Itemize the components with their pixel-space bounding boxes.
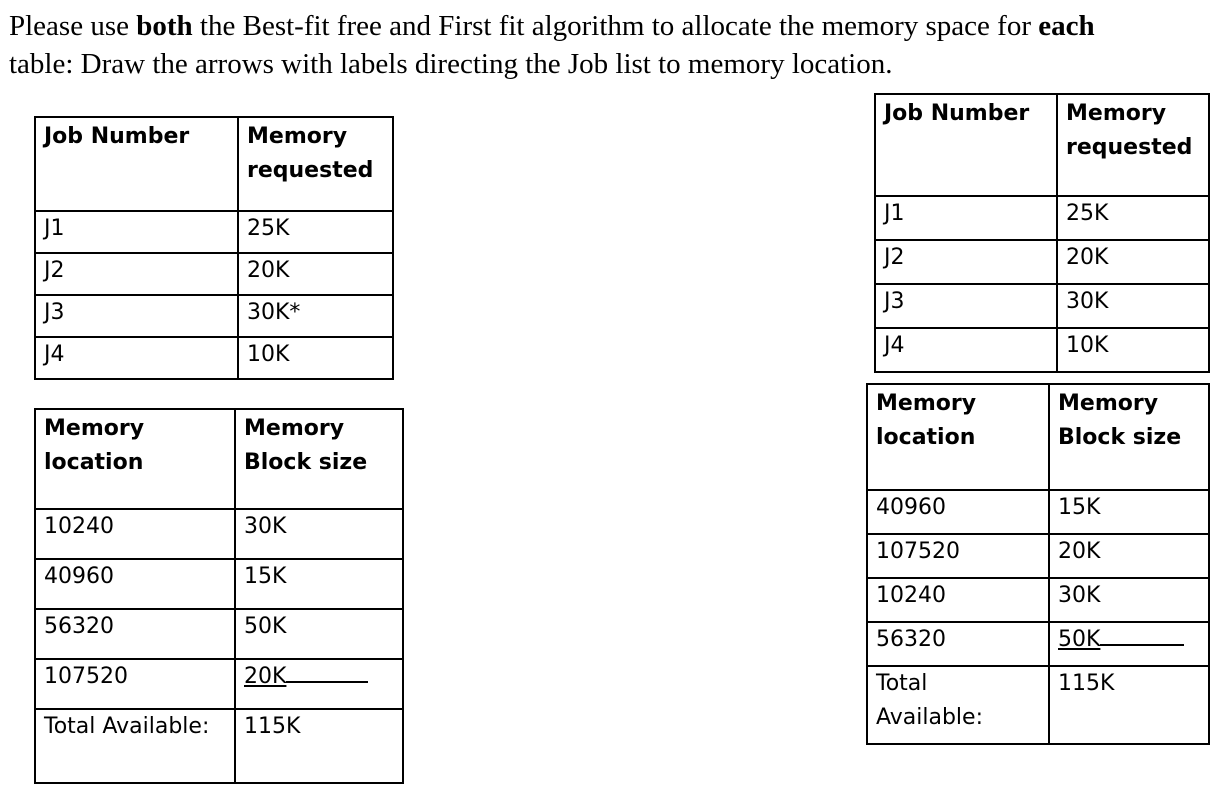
location-cell: 107520 — [35, 659, 235, 709]
table-header-row — [875, 94, 1209, 196]
size-cell — [235, 659, 403, 709]
job-cell: J3 — [875, 284, 1057, 328]
table-row — [867, 578, 1209, 622]
table-row — [35, 609, 403, 659]
instruction-text: Please use — [9, 10, 137, 42]
header-memory-location: Memory location — [35, 409, 235, 509]
total-label: Total Available: — [35, 709, 235, 783]
location-cell: 10240 — [35, 509, 235, 559]
instruction-bold: both — [136, 10, 193, 42]
memory-table-right — [866, 383, 1210, 745]
underlined-size: 20K — [244, 664, 287, 689]
location-cell: 10240 — [867, 578, 1049, 622]
size-cell: 15K — [1049, 490, 1209, 534]
table-row — [875, 196, 1209, 240]
job-table-right — [874, 93, 1210, 373]
table-row — [35, 559, 403, 609]
size-cell: 20K — [1049, 534, 1209, 578]
table-row — [35, 295, 393, 337]
job-cell: J4 — [875, 328, 1057, 372]
total-label: Total Available: — [867, 666, 1049, 744]
table-header-row — [35, 409, 403, 509]
table-row — [867, 534, 1209, 578]
total-value: 115K — [235, 709, 403, 783]
job-cell: J1 — [875, 196, 1057, 240]
table-row — [875, 284, 1209, 328]
size-cell: 50K — [235, 609, 403, 659]
job-cell: J4 — [35, 337, 238, 379]
size-cell: 10K — [1057, 328, 1209, 372]
header-memory-requested: Memory requested — [238, 117, 393, 211]
instruction-text: the Best-fit free and First fit algorithm to allocate the memory space for — [192, 10, 1039, 42]
table-row — [867, 490, 1209, 534]
size-cell: 30K* — [238, 295, 393, 337]
table-row — [35, 211, 393, 253]
header-memory-location: Memory location — [867, 384, 1049, 490]
job-cell: J2 — [35, 253, 238, 295]
size-cell: 25K — [1057, 196, 1209, 240]
location-cell: 56320 — [35, 609, 235, 659]
table-row — [35, 659, 403, 709]
location-cell: 56320 — [867, 622, 1049, 666]
underlined-size: 50K — [1058, 627, 1101, 652]
size-cell: 30K — [235, 509, 403, 559]
job-cell: J2 — [875, 240, 1057, 284]
header-block-size: Memory Block size — [235, 409, 403, 509]
size-cell: 20K — [1057, 240, 1209, 284]
header-job-number: Job Number — [35, 117, 238, 211]
size-cell — [1049, 622, 1209, 666]
location-cell: 107520 — [867, 534, 1049, 578]
total-row — [867, 666, 1209, 744]
table-row — [35, 253, 393, 295]
job-table-left — [34, 116, 394, 380]
instructions — [9, 7, 1209, 83]
size-cell: 30K — [1049, 578, 1209, 622]
size-cell: 25K — [238, 211, 393, 253]
instruction-bold: each — [1038, 10, 1095, 42]
table-row — [35, 337, 393, 379]
location-cell: 40960 — [867, 490, 1049, 534]
size-cell: 10K — [238, 337, 393, 379]
instruction-text: table: Draw the arrows with labels directing the Job list to memory location. — [9, 48, 893, 80]
header-job-number: Job Number — [875, 94, 1057, 196]
total-row — [35, 709, 403, 783]
table-header-row — [867, 384, 1209, 490]
table-row — [875, 328, 1209, 372]
underline-rule — [286, 680, 368, 683]
table-row — [35, 509, 403, 559]
total-value: 115K — [1049, 666, 1209, 744]
table-row — [867, 622, 1209, 666]
job-cell: J3 — [35, 295, 238, 337]
size-cell: 15K — [235, 559, 403, 609]
size-cell: 30K — [1057, 284, 1209, 328]
table-row — [875, 240, 1209, 284]
location-cell: 40960 — [35, 559, 235, 609]
job-cell: J1 — [35, 211, 238, 253]
table-header-row — [35, 117, 393, 211]
header-block-size: Memory Block size — [1049, 384, 1209, 490]
memory-table-left — [34, 408, 404, 784]
underline-rule — [1100, 643, 1184, 646]
size-cell: 20K — [238, 253, 393, 295]
header-memory-requested: Memory requested — [1057, 94, 1209, 196]
